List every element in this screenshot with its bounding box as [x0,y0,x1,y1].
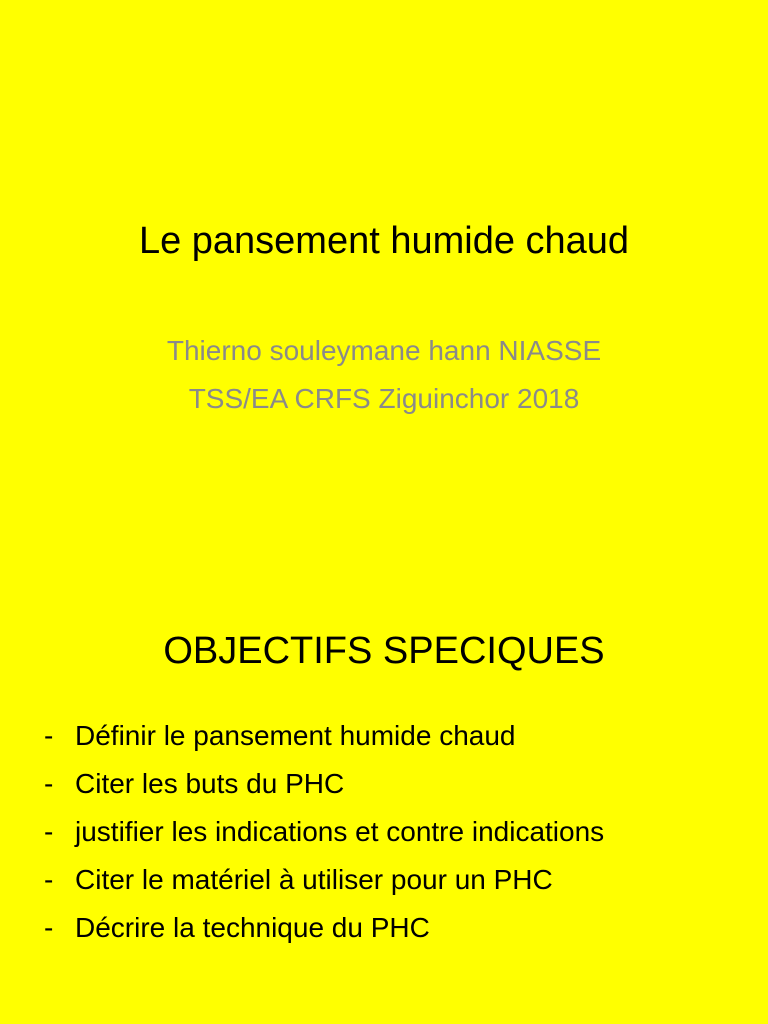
objective-text: Citer les buts du PHC [75,768,345,799]
objective-text: Décrire la technique du PHC [75,912,430,943]
bullet-dash: - [44,768,54,799]
list-item [44,864,604,912]
objectives-slide [0,512,768,1024]
bullet-dash: - [44,864,54,895]
bullet-dash: - [44,720,54,751]
objective-text: Citer le matériel à utiliser pour un PHC [75,864,553,895]
bullet-dash: - [44,912,54,943]
list-item [44,912,604,960]
author-name: Thierno souleymane hann NIASSE [166,335,602,366]
objectives-heading: OBJECTIFS SPECIQUES [163,630,605,672]
objective-text: Définir le pansement humide chaud [75,720,516,751]
slide-title: Le pansement humide chaud [138,220,630,262]
author-affiliation: TSS/EA CRFS Ziguinchor 2018 [188,383,580,414]
objectives-list [44,720,604,960]
list-item [44,816,604,864]
list-item [44,768,604,816]
list-item [44,720,604,768]
bullet-dash: - [44,816,54,847]
objective-text: justifier les indications et contre indications [75,816,605,847]
